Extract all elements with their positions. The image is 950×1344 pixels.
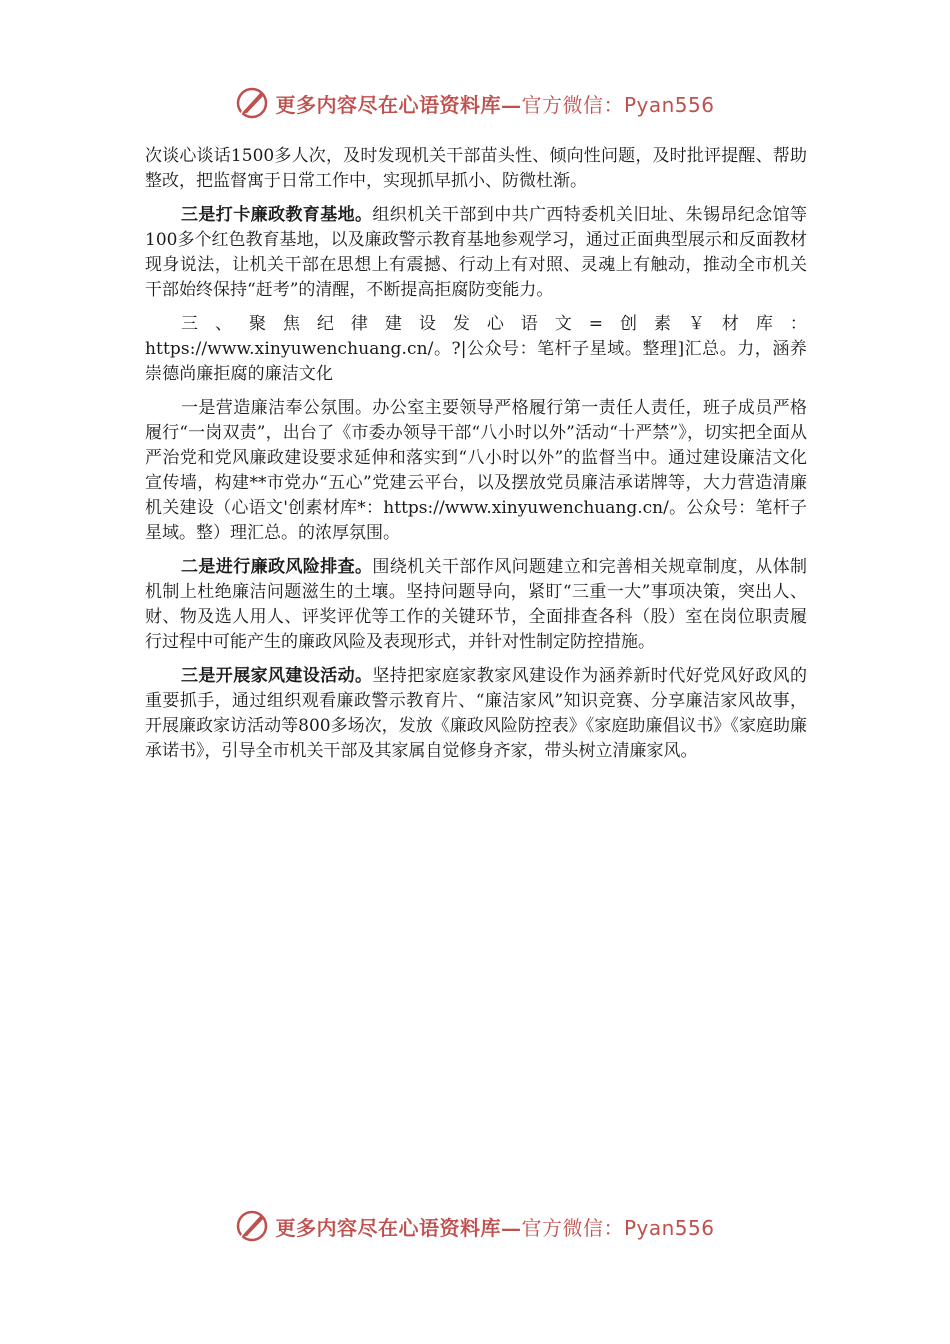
banner-main-text: 更多内容尽在心语资料库— <box>275 92 522 117</box>
banner-sub-text: 官方微信：Pyan556 <box>521 1215 715 1240</box>
paragraph-2 <box>145 203 807 303</box>
paragraph-text: 次谈心谈话1500多人次，及时发现机关干部苗头性、倾向性问题，及时批评提醒、帮助整改，把监督寓于日常工作中，实现抓早抓小、防微杜渐。 <box>145 146 807 191</box>
paragraph-4 <box>145 396 807 546</box>
paragraph-text: 三、聚焦纪律建设发心语文=创素￥材库：https://www.xinyuwenchuang.cn/。?|公众号：笔杆子星域。整理]汇总。力，涵养崇德尚廉拒腐的廉洁文化 <box>145 314 807 384</box>
quill-logo-icon <box>235 86 269 120</box>
banner-main-text: 更多内容尽在心语资料库— <box>275 1215 522 1240</box>
paragraph-lead: 二是进行廉政风险排查。 <box>181 557 373 577</box>
paragraph-text: 一是营造廉洁奉公氛围。办公室主要领导严格履行第一责任人责任，班子成员严格履行“一岗双责”，出台了《市委办领导干部“八小时以外”活动“十严禁”》，切实把全面从严治党和党风廉政建设要求延伸和落实到“八小时以外”的监督当中。通过建设廉洁文化宣传墙，构建**市党办“五心”党建云平台，以及摆放党员廉洁承诺牌等，大力营造清廉机关建设（心语文'创素材库*：https://www.xinyuwenchuang.cn/。公众号：笔杆子星域。整）理汇总。的浓厚氛围。 <box>145 398 807 543</box>
paragraph-text: 组织机关干部到中共广西特委机关旧址、朱锡昂纪念馆等100多个红色教育基地，以及廉政警示教育基地参观学习，通过正面典型展示和反面教材现身说法，让机关干部在思想上有震撼、行动上有对照、灵魂上有触动，推动全市机关干部始终保持“赶考”的清醒，不断提高拒腐防变能力。 <box>145 205 808 300</box>
header-banner <box>0 86 950 120</box>
document-body <box>145 144 807 773</box>
banner-sub-text: 官方微信：Pyan556 <box>521 92 715 117</box>
paragraph-lead: 三是开展家风建设活动。 <box>181 666 373 686</box>
paragraph-1 <box>145 144 807 194</box>
paragraph-5 <box>145 555 807 655</box>
paragraph-text: 围绕机关干部作风问题建立和完善相关规章制度，从体制机制上杜绝廉洁问题滋生的土壤。坚持问题导向，紧盯“三重一大”事项决策，突出人、财、物及选人用人、评奖评优等工作的关键环节，全面排查各科（股）室在岗位职责履行过程中可能产生的廉政风险及表现形式，并针对性制定防控措施。 <box>145 557 808 652</box>
quill-logo-icon <box>235 1209 269 1243</box>
paragraph-3 <box>145 312 807 387</box>
paragraph-lead: 三是打卡廉政教育基地。 <box>181 205 373 225</box>
paragraph-text: 坚持把家庭家教家风建设作为涵养新时代好党风好政风的重要抓手，通过组织观看廉政警示教育片、“廉洁家风”知识竞赛、分享廉洁家风故事，开展廉政家访活动等800多场次，发放《廉政风险防控表》《家庭助廉倡议书》《家庭助廉承诺书》，引导全市机关干部及其家属自觉修身齐家，带头树立清廉家风。 <box>145 666 808 761</box>
footer-banner <box>0 1209 950 1243</box>
paragraph-6 <box>145 664 807 764</box>
